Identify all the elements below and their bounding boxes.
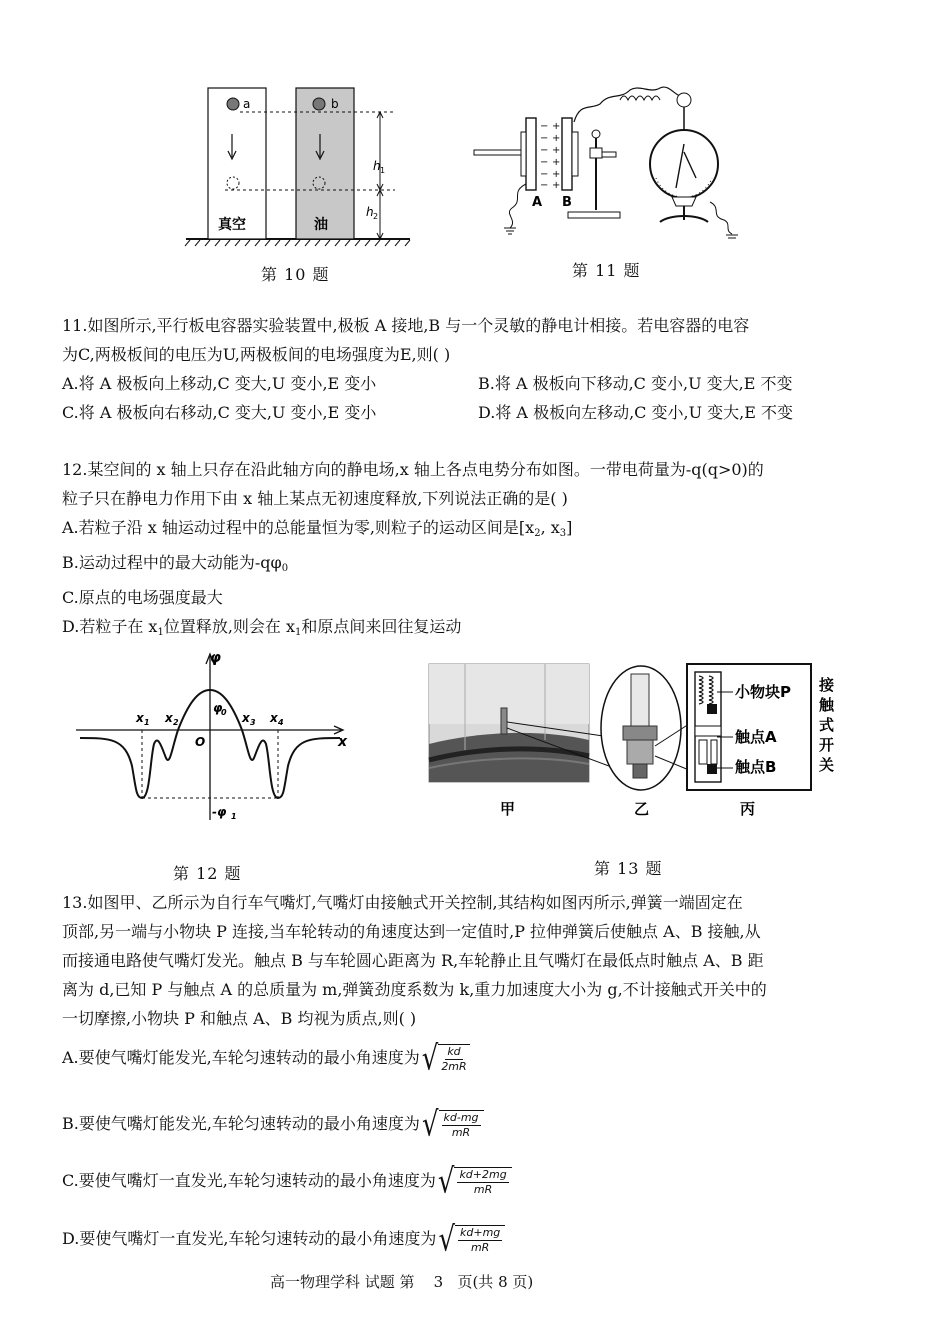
q13-option-d: D.要使气嘴灯一直发光,车轮匀速转动的最小角速度为 √ kd+mg mR [62,1224,505,1255]
svg-text:触: 触 [819,696,835,714]
q12-stem-line2: 粒子只在静电力作用下由 x 轴上某点无初速度释放,下列说法正确的是( ) [62,489,568,508]
svg-text:1: 1 [231,812,237,821]
q11-option-d: D.将 A 极板向左移动,C 变小,U 变大,E 不变 [478,403,793,422]
label-plate-b: B [562,195,572,210]
svg-text:关: 关 [819,756,835,774]
svg-text:−: − [540,121,549,132]
q12-option-b: B.运动过程中的最大动能为$-q\varphi_0$ [62,553,289,574]
label-origin: O [195,735,206,749]
q13-stem-line1: 13.如图甲、乙所示为自行车气嘴灯,气嘴灯由接触式开关控制,其结构如图丙所示,弹簧一端固定在 [62,893,743,912]
label-block-p: 小物块P [735,683,791,701]
svg-text:+: + [552,180,561,191]
svg-text:+: + [552,145,561,156]
label-yi: 乙 [634,800,650,818]
label-phi: φ [210,650,221,666]
label-x1: x [136,711,144,725]
q11-option-c: C.将 A 极板向右移动,C 变大,U 变小,E 变小 [62,403,377,422]
svg-text:1: 1 [144,718,150,727]
fig10-caption: 第 10 题 [261,265,330,284]
figure-10 [180,82,420,247]
svg-text:开: 开 [819,736,835,754]
label-neg-phi1: -φ [212,805,227,819]
label-a: a [243,97,251,111]
q13-stem-line4: 离为 d,已知 P 与触点 A 的总质量为 m,弹簧劲度系数为 k,重力加速度大小为 g,不计接触式开关中的 [62,980,767,999]
q13-stem-line2: 顶部,另一端与小物块 P 连接,当车轮转动的角速度达到一定值时,P 拉伸弹簧后使触点 A、B 接触,从 [62,922,761,941]
label-jia: 甲 [500,800,516,818]
label-b: b [331,97,339,111]
svg-text:接: 接 [819,676,835,694]
label-oil: 油 [314,217,328,233]
svg-text:−: − [540,133,549,144]
label-contact-b: 触点B [735,758,777,776]
figure-11 [470,82,750,247]
q13-option-a: A.要使气嘴灯能发光,车轮匀速转动的最小角速度为 √ kd 2mR [62,1043,470,1074]
label-x4: x [270,711,278,725]
svg-text:+: + [552,169,561,180]
fig13-caption: 第 13 题 [594,859,663,878]
svg-text:−: − [540,145,549,156]
svg-text:+: + [552,157,561,168]
label-h1-sub: 1 [380,166,386,175]
svg-text:4: 4 [278,718,284,727]
ball-a [227,98,239,110]
figure-12 [70,648,360,828]
q13-option-b: B.要使气嘴灯能发光,车轮匀速转动的最小角速度为 √ kd-mg mR [62,1109,484,1140]
page-footer: 高一物理学科 试题 第 3 页(共 8 页) [270,1273,534,1291]
question-13 [62,888,902,1033]
electrometer [650,130,718,198]
svg-text:式: 式 [819,716,835,734]
q12-stem-line1: 12.某空间的 x 轴上只存在沿此轴方向的静电场,x 轴上各点电势分布如图。一带电荷量为-q(q>0)的 [62,460,764,479]
figure-13 [425,660,845,825]
fig11-caption: 第 11 题 [572,261,641,280]
label-contact-a: 触点A [735,728,777,746]
svg-text:−: − [540,180,549,191]
svg-text:3: 3 [250,718,256,727]
q11-option-b: B.将 A 极板向下移动,C 变小,U 变大,E 不变 [478,374,793,393]
svg-text:+: + [552,121,561,132]
ball-b [313,98,325,110]
label-x2: x [165,711,173,725]
question-11 [62,311,902,369]
q13-stem-line5: 一切摩擦,小物块 P 和触点 A、B 均视为质点,则( ) [62,1009,417,1028]
label-h2-sub: 2 [373,212,379,221]
q11-stem-line2: 为C,两极板间的电压为U,两极板间的电场强度为E,则( ) [62,345,451,364]
label-h2: h [366,205,374,219]
q13-stem-line3: 而接通电路使气嘴灯发光。触点 B 与车轮圆心距离为 R,车轮静止且气嘴灯在最低点时触点 A、B 距 [62,951,764,970]
svg-text:−: − [540,169,549,180]
q13-option-c: C.要使气嘴灯一直发光,车轮匀速转动的最小角速度为 √ kd+2mg mR [62,1166,512,1197]
plate-b [562,118,572,190]
q11-option-a: A.将 A 极板向上移动,C 变大,U 变小,E 变小 [62,374,377,393]
plate-a [526,118,536,190]
question-12 [62,455,902,647]
svg-text:0: 0 [221,708,227,717]
q12-option-d: D.若粒子在 $x_1$位置释放,则会在 $x_1$和原点间来回往复运动 [62,617,462,638]
label-plate-a: A [532,195,543,210]
label-bing: 丙 [740,800,756,818]
label-vacuum: 真空 [218,217,246,233]
label-x-axis: x [338,734,348,750]
label-h1: h [373,159,381,173]
svg-text:−: − [540,157,549,168]
q12-option-a: A.若粒子沿 x 轴运动过程中的总能量恒为零,则粒子的运动区间是[$x_2$, $x_3$] [62,518,573,539]
label-phi0: φ [213,701,223,715]
svg-text:+: + [552,133,561,144]
svg-text:2: 2 [173,718,179,727]
q12-option-c: C.原点的电场强度最大 [62,588,223,607]
label-x3: x [242,711,250,725]
q11-stem-line1: 11.如图所示,平行板电容器实验装置中,极板 A 接地,B 与一个灵敏的静电计相接。若电容器的电容 [62,316,750,335]
fig12-caption: 第 12 题 [173,864,242,883]
